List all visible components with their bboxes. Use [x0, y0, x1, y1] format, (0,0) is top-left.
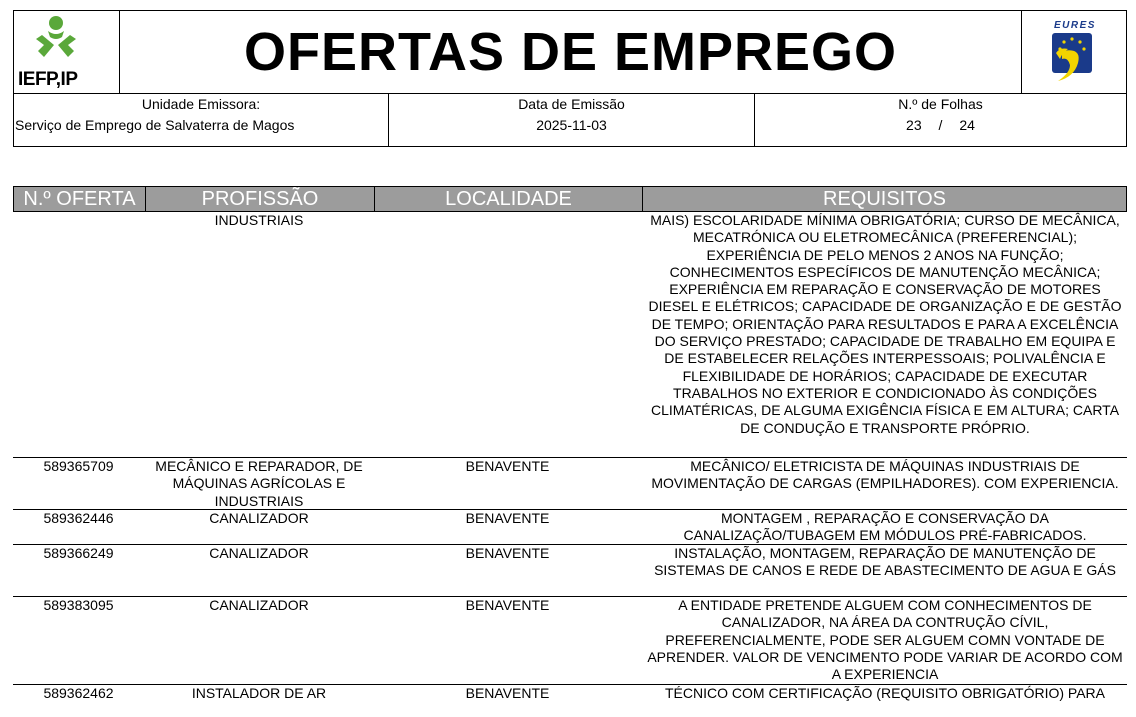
cell-oferta: 589383095: [43, 597, 114, 613]
table-row: [13, 545, 1127, 597]
folhas-cell: [755, 94, 1126, 146]
folhas-current: 23: [906, 117, 922, 133]
cell-localidade: BENAVENTE: [465, 510, 550, 526]
data-emissao-cell: [389, 94, 755, 146]
folhas-label: N.º de Folhas: [898, 96, 983, 112]
cell-requisitos: A ENTIDADE PRETENDE ALGUEM COM CONHECIMENTOS DE CANALIZADOR, NA ÁREA DA CONTRUÇÃO CÍVIL, PREFERENCIALMENTE, PODE SER ALGUEM COMN VONTADE DE APRENDER. VALOR DE VENCIMENTO PODE VARIAR DE ACORDO COM A EXPERIENCIA: [647, 597, 1123, 683]
cell-requisitos: TÉCNICO COM CERTIFICAÇÃO (REQUISITO OBRIGATÓRIO) PARA: [665, 685, 1105, 701]
cell-oferta: 589362446: [43, 510, 114, 526]
folhas-value: [755, 117, 1126, 133]
cell-requisitos: INSTALAÇÃO, MONTAGEM, REPARAÇÃO DE MANUTENÇÃO DE SISTEMAS DE CANOS E REDE DE ABASTECIMENTO DE AGUA E GÁS: [654, 545, 1116, 579]
table-row: [13, 212, 1127, 458]
folhas-total: 24: [959, 117, 975, 133]
table-row: [13, 685, 1127, 704]
column-header-requisitos: REQUISITOS: [823, 188, 946, 210]
cell-localidade: BENAVENTE: [465, 685, 550, 701]
cell-requisitos: MECÂNICO/ ELETRICISTA DE MÁQUINAS INDUSTRIAIS DE MOVIMENTAÇÃO DE CARGAS (EMPILHADORES). COM EXPERIENCIA.: [651, 458, 1119, 492]
unidade-label: Unidade Emissora:: [141, 96, 261, 112]
document-header: [13, 10, 1127, 147]
cell-profissao: MECÂNICO E REPARADOR, DE MÁQUINAS AGRÍCOLAS E INDUSTRIAIS: [155, 458, 363, 509]
cell-requisitos: MAIS) ESCOLARIDADE MÍNIMA OBRIGATÓRIA; CURSO DE MECÂNICA, MECATRÓNICA OU ELETROMECÂNICA (PREFERENCIAL); EXPERIÊNCIA DE PELO MENOS 2 ANOS NA FUNÇÃO; CONHECIMENTOS ESPECÍFICOS DE MANUTENÇÃO MECÂNICA; EXPERIÊNCIA EM REPARAÇÃO E CONSERVAÇÃO DE MOTORES DIESEL E ELÉTRICOS; CAPACIDADE DE ORGANIZAÇÃO E DE GESTÃO DE TEMPO; ORIENTAÇÃO PARA RESULTADOS E PARA A EXCELÊNCIA DO SERVIÇO PRESTADO; CAPACIDADE DE TRABALHO EM EQUIPA E DE ESTABELECER RELAÇÕES INTERPESSOAIS; POLIVALÊNCIA E FLEXIBILIDADE DE HORÁRIOS; CAPACIDADE DE EXECUTAR TRABALHOS NO EXTERIOR E CONDICIONADO ÀS CONDIÇÕES CLIMATÉRICAS, DE ALGUMA EXIGÊNCIA FÍSICA E EM ALTURA; CARTA DE CONDUÇÃO E TRANSPORTE PRÓPRIO.: [648, 212, 1122, 436]
table-row: [13, 458, 1127, 510]
cell-profissao: INDUSTRIAIS: [214, 212, 304, 228]
cell-localidade: BENAVENTE: [465, 545, 550, 561]
eures-logo-text: EURES: [1054, 20, 1096, 31]
data-emissao-label: Data de Emissão: [518, 96, 625, 112]
cell-requisitos: MONTAGEM , REPARAÇÃO E CONSERVAÇÃO DA CANALIZAÇÃO/TUBAGEM EM MÓDULOS PRÉ-FABRICADOS.: [683, 510, 1087, 544]
header-title-bar: [13, 10, 1127, 94]
cell-localidade: BENAVENTE: [465, 458, 550, 474]
cell-oferta: 589366249: [43, 545, 114, 561]
column-header-profissao: PROFISSÃO: [146, 187, 375, 211]
data-emissao-value: 2025-11-03: [536, 117, 607, 133]
header-info-bar: [13, 93, 1127, 147]
cell-profissao: CANALIZADOR: [209, 545, 309, 561]
table-header: [13, 186, 1127, 212]
cell-oferta: 589365709: [43, 458, 114, 474]
eures-logo: [1021, 11, 1126, 93]
folhas-separator: /: [938, 117, 943, 133]
cell-profissao: INSTALADOR DE AR: [191, 685, 327, 701]
unidade-value: Serviço de Emprego de Salvaterra de Magos: [15, 117, 295, 133]
column-header-localidade: LOCALIDADE: [375, 187, 643, 211]
iefp-logo: [14, 11, 120, 93]
cell-localidade: BENAVENTE: [465, 597, 550, 613]
table-row: [13, 597, 1127, 685]
page-title: OFERTAS DE EMPREGO: [243, 22, 898, 82]
iefp-logo-icon: [14, 11, 118, 71]
cell-oferta: 589362462: [43, 685, 114, 701]
cell-profissao: CANALIZADOR: [209, 597, 309, 613]
iefp-logo-text: IEFP,IP: [18, 69, 78, 90]
cell-profissao: CANALIZADOR: [209, 510, 309, 526]
table-row: [13, 510, 1127, 545]
unidade-emissora-cell: [14, 94, 389, 146]
column-header-oferta: N.º OFERTA: [14, 187, 146, 211]
